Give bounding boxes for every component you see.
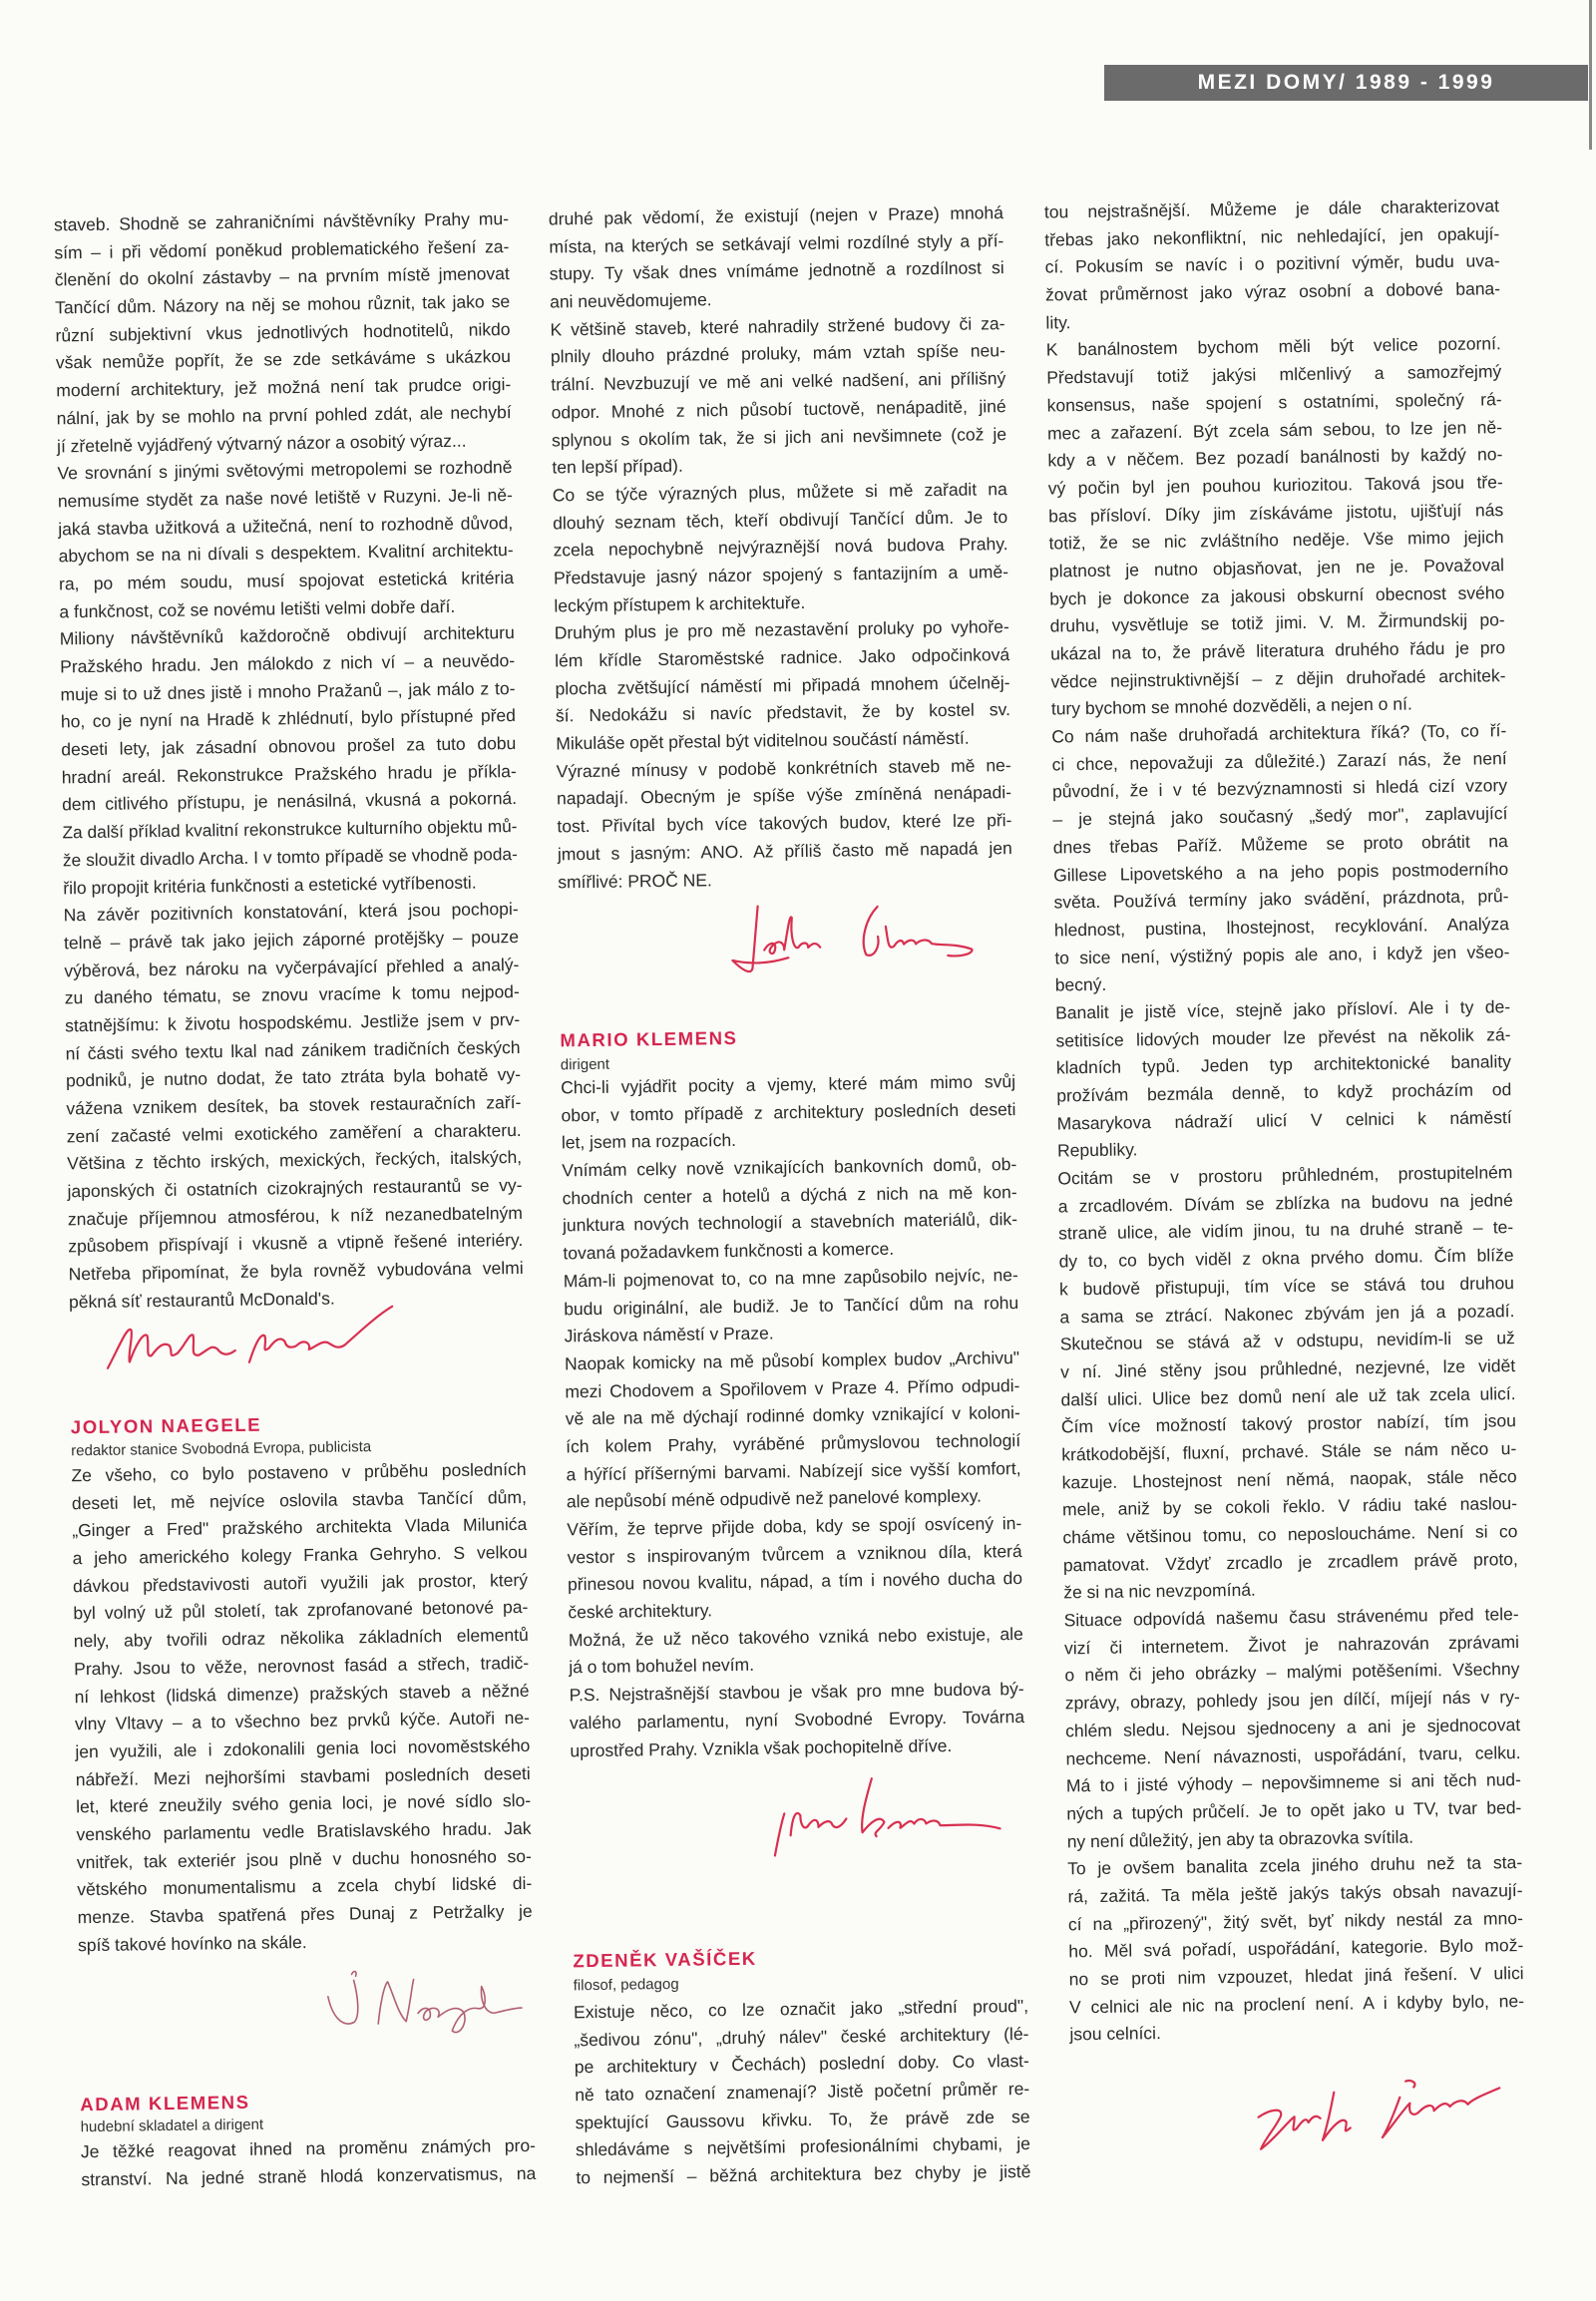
text-line: různí subjektivní vkus jednotlivých hodnotitelů, nikdo bbox=[55, 318, 511, 346]
text-line: sím – i při vědomí poněkud problematického řešení za- bbox=[54, 235, 510, 263]
text-line: tost. Přivítal bych více takových budov, které lze při- bbox=[557, 810, 1012, 837]
text-line: ho, co je nyní na Hradě k zhlédnutí, bylo přístupné před bbox=[60, 705, 517, 732]
text-line: P.S. Nejstrašnější stavbou je však pro mne budova bý- bbox=[569, 1679, 1024, 1706]
text-line: becný. bbox=[1054, 974, 1107, 995]
text-line: třebas jako nekonfliktní, nic nehledající, jen opakují- bbox=[1044, 222, 1500, 250]
text-line: ní části svého textu lkal nad zánikem tradičních českých bbox=[65, 1036, 521, 1063]
text-line: Situace odpovídá našemu času strávenému před tele- bbox=[1063, 1604, 1519, 1631]
text-line: mele, aniž by se cokoli řeklo. V rádiu také naslou- bbox=[1061, 1493, 1518, 1520]
text-line: vážena vznikem desítek, ba stovek restauračních zaří- bbox=[66, 1091, 522, 1119]
text-line: jen využili, ale i zdokonalili genia loci novoměstského bbox=[75, 1734, 531, 1762]
text-line: obor, v tomto případě z architektury posledních deseti bbox=[561, 1098, 1016, 1126]
paragraph bbox=[569, 1621, 1024, 1683]
text-line: let, které zneužily svého genia loci, je nové sídlo slo- bbox=[76, 1790, 532, 1817]
text-line: Má to i jisté výhody – nepovšimneme si ani těch nud- bbox=[1065, 1769, 1522, 1796]
text-line: nechceme. Není návaznosti, uspořádání, tvaru, celku. bbox=[1065, 1741, 1521, 1768]
text-line: deseti lety, jak zásadní obnovou prošel za tuto dobu bbox=[61, 733, 517, 760]
text-line: dy to, co bych viděl z okna prvého domu. Čím blíže bbox=[1058, 1245, 1514, 1272]
text-line: bych je dokonce za jakousi obskurní obecnost svého bbox=[1049, 581, 1505, 609]
text-line: venského parlamentu vedle Bratislavského hradu. Jak bbox=[76, 1817, 532, 1845]
text-line: bas přísloví. Díky jim získáváme jistotu, ujišťují nás bbox=[1048, 499, 1504, 527]
text-line: Druhým plus je pro mě nezastavění proluky po vyhoře- bbox=[554, 616, 1009, 643]
paragraph bbox=[561, 1068, 1016, 1157]
author-role: redaktor stanice Svobodná Evropa, publicista bbox=[71, 1438, 372, 1460]
text-line: menze. Stavba spatřená přes Dunaj z Petržalky je bbox=[77, 1900, 533, 1928]
text-line: a sama se ztrácí. Nakonec zbývám jen já a pozadí. bbox=[1059, 1300, 1515, 1327]
text-line: staveb. Shodně se zahraničními návštěvníky Prahy mu- bbox=[53, 208, 510, 235]
text-line: tovaná požadavkem funkčnosti a komerce. bbox=[563, 1238, 895, 1264]
column-2 bbox=[546, 0, 1031, 2188]
text-line: Čím více možností takový prostor nabízí, tím jsou bbox=[1060, 1410, 1517, 1437]
text-line: trální. Nevzbuzují ve mě ani velké nadšení, ani přílišný bbox=[551, 368, 1006, 395]
paragraph bbox=[569, 1676, 1024, 1764]
text-line: značuje příjemnou atmosférou, k níž nezanedbatelným bbox=[67, 1202, 524, 1230]
text-line: muje si to už dnes jistě i mnoho Pražanů –, jak málo z to- bbox=[60, 677, 516, 705]
text-line: a zrcadlovém. Dívám se zblízka na budovu na jedné bbox=[1057, 1189, 1513, 1217]
text-line: původní, že i v té bezvýznamnosti si hledá cizí vzory bbox=[1051, 775, 1508, 802]
text-line: rá, zažitá. Ta měla ještě jakýs takýs obsah navazují- bbox=[1067, 1879, 1523, 1907]
paragraph bbox=[1057, 1159, 1518, 1607]
text-line: „šedivou zónu", „druhý nálev" české architektury (lé- bbox=[574, 2023, 1029, 2050]
text-line: výběrová, bez nároku na vyčerpávající přehled a analý- bbox=[64, 954, 520, 980]
paragraph bbox=[567, 1510, 1023, 1627]
author-role: hudební skladatel a dirigent bbox=[80, 2115, 264, 2136]
text-line: lity. bbox=[1045, 311, 1071, 333]
article-text bbox=[81, 2132, 537, 2194]
text-line: dlouhý seznam těch, kteří obdivují Tančící dům. Je to bbox=[553, 506, 1008, 534]
text-line: telně – právě tak jako jejich záporné protějšky – pouze bbox=[63, 926, 520, 954]
text-line: Ze všeho, co bylo postaveno v průběhu posledních bbox=[71, 1458, 527, 1486]
text-line: ci chce, nepovažuji za důležité.) Zarazí nás, že není bbox=[1051, 747, 1507, 775]
text-line: nemusíme stydět za naše nové letiště v Ruzyni. Je-li ně- bbox=[57, 484, 513, 512]
text-line: straně ulice, ale vidím jinou, tu na druhé straně – te- bbox=[1058, 1217, 1514, 1244]
text-line: Představuje jasný názor spojený s fantazijním a umě- bbox=[553, 562, 1009, 588]
text-line: prožívám bezmála denně, to když procházím od bbox=[1056, 1079, 1512, 1106]
paragraph bbox=[1055, 993, 1512, 1165]
text-line: stupy. Ty však dnes vnímáme jednotně a rozdílnost si bbox=[549, 257, 1004, 284]
text-line: druhé pak vědomí, že existují (nejen v Praze) mnohá bbox=[548, 202, 1004, 229]
paragraph bbox=[553, 476, 1009, 620]
text-line: tury bychom se mnohé dozvěděli, a nejen o ní. bbox=[1050, 693, 1412, 719]
text-line: o něm či jeho obrázky – malými potěšeními. Všechny bbox=[1064, 1659, 1520, 1686]
signature-mario-klemens bbox=[760, 1772, 1020, 1861]
text-line: zcela nepochybně nejvýraznější nová budova Prahy. bbox=[553, 534, 1008, 561]
text-line: shledáváme s největšími profesionálními chybami, je bbox=[575, 2133, 1031, 2160]
text-line: totiž, že se nic zvláštního neděje. Vše mimo jejich bbox=[1048, 527, 1504, 554]
text-line: budu originální, ale budiž. Je to Tančící dům na rohu bbox=[564, 1292, 1019, 1319]
text-line: Mikuláše opět přestal být viditelnou součástí náměstí. bbox=[556, 727, 970, 754]
paragraph bbox=[1063, 1601, 1521, 1856]
text-line: Miliony návštěvníků každoročně obdivují architekturu bbox=[59, 622, 515, 649]
article-text bbox=[54, 205, 524, 1317]
text-line: a jeho amerického kolegy Franka Gehryho. S velkou bbox=[72, 1541, 528, 1569]
paragraph bbox=[54, 205, 512, 461]
text-line: pamatovat. Vždyť zrcadlo je zrcadlem právě proto, bbox=[1062, 1548, 1518, 1576]
text-line: ší. Nedokážu si navíc představit, že by kostel sv. bbox=[555, 699, 1011, 726]
text-line: pe architektury v Čechách) poslední doby. Co vlast- bbox=[574, 2051, 1029, 2078]
text-line: kazuje. Lhostejnost není němá, naopak, stále něco bbox=[1061, 1465, 1517, 1493]
text-line: chlém sledu. Nejsou sjednoceny a ani je sjednocovat bbox=[1065, 1714, 1521, 1741]
text-line: větského monumentalismu a zcela chybí lidské di- bbox=[77, 1873, 533, 1900]
text-line: že sloužit divadlo Archa. I v tomto případě se vhodně poda- bbox=[62, 843, 518, 871]
article-text bbox=[549, 199, 1013, 896]
text-line: druhu, vysvětluje se totiž jimi. V. M. Žirmundskij po- bbox=[1049, 609, 1505, 636]
text-line: leckým přístupem k architektuře. bbox=[554, 591, 806, 616]
text-line: statnějšímu: k životu hospodskému. Jestliže jsem v prv- bbox=[65, 1008, 521, 1036]
signature-naegele bbox=[317, 1964, 538, 2042]
text-line: odpor. Mnohé z nich působí tuctově, nenápaditě, jiné bbox=[551, 395, 1006, 423]
author-name: ZDENĚK VAŠÍČEK bbox=[573, 1947, 757, 1972]
text-line: Na závěr pozitivních konstatování, která jsou pochopi- bbox=[63, 899, 519, 926]
text-line: cí. Pokusím se navíc i o pozitivní výměr, budu uva- bbox=[1044, 250, 1500, 277]
text-line: řilo propojit kritéria funkčnosti a estetické vytříbenosti. bbox=[63, 872, 477, 898]
text-line: vě ale na mě dýchají rodinné domky vznikající v koloni- bbox=[565, 1402, 1020, 1429]
text-line: plocha zvětšující náměstí mi připadá mnohem účelněj- bbox=[555, 671, 1010, 699]
text-line: vlny Vltavy – a to všechno bez prvků kýče. Autoři ne- bbox=[74, 1708, 531, 1734]
text-line: ten lepší případ). bbox=[552, 455, 683, 478]
text-line: Věřím, že teprve přijde doba, kdy se spojí osvícený in- bbox=[567, 1512, 1022, 1540]
text-line: v ní. Jiné stěny jsou průhledné, nezjevné, lze vidět bbox=[1060, 1354, 1516, 1382]
text-line: Naopak komicky na mě působí komplex budov „Archivu" bbox=[564, 1346, 1020, 1374]
text-line: vizí či internetem. Život je nahrazován zprávami bbox=[1063, 1631, 1520, 1659]
text-line: ukázal na to, že právě literatura druhého řádu je pro bbox=[1049, 637, 1506, 664]
text-line: Gillese Lipovetského a na jeho popis postmoderního bbox=[1053, 858, 1509, 885]
paragraph bbox=[57, 454, 514, 625]
text-line: K většině staveb, které nahradily stržené budovy či za- bbox=[550, 312, 1005, 340]
text-line: hradní areál. Rekonstrukce Pražského hradu je příkla- bbox=[61, 760, 517, 788]
text-line: cí na „přirozený", žitý svět, byť nikdy nestál za mno- bbox=[1067, 1907, 1523, 1935]
text-line: Možná, že už něco takového vzniká nebo existuje, ale bbox=[568, 1623, 1023, 1651]
author-name: JOLYON NAEGELE bbox=[70, 1413, 262, 1438]
text-line: let, jsem na rozpacích. bbox=[561, 1130, 737, 1153]
text-line: pěkná síť restaurantů McDonald's. bbox=[68, 1288, 335, 1313]
text-line: to sice není, výstižný popis ale ano, i když jen všeo- bbox=[1054, 941, 1510, 968]
text-line: napadají. Obecným je spíše výše zmíněná nenápadi- bbox=[556, 782, 1012, 809]
text-line: krátkodobější, fluxní, prchavé. Stále se nám něco u- bbox=[1061, 1438, 1517, 1465]
text-line: mec a zařazení. Být zcela sám sebou, to lze jen ně- bbox=[1046, 416, 1503, 444]
text-line: zprávy, obrazy, pohledy jsou jen dílčí, míjejí nás v ry- bbox=[1064, 1687, 1520, 1714]
text-line: Za další příklad kvalitní rekonstrukce kulturního objektu mů- bbox=[62, 816, 518, 843]
paragraph bbox=[60, 619, 519, 902]
text-line: jí zřetelně vyjádřený výtvarný názor a osobitý výraz... bbox=[56, 430, 467, 456]
paragraph bbox=[1067, 1849, 1525, 2049]
signature-vasicek bbox=[1250, 2070, 1540, 2153]
paragraph bbox=[71, 1456, 533, 1960]
text-line: jaká stavba užitková a užitečná, není to rozhodně důvod, bbox=[58, 512, 514, 539]
paragraph bbox=[1044, 192, 1501, 337]
text-line: Mám-li pojmenovat to, co na mne zapůsobilo nejvíc, ne- bbox=[563, 1264, 1018, 1292]
text-line: že si na nic nevzpomíná. bbox=[1063, 1580, 1256, 1603]
text-line: platnost je nutno objasňovat, jen ne je. Považoval bbox=[1048, 555, 1505, 581]
text-line: Netřeba připomínat, že byla rovněž vybudována velmi bbox=[68, 1258, 524, 1285]
text-line: Většina z těchto irských, mexických, řeckých, italských, bbox=[67, 1147, 523, 1174]
text-line: zení začasté velmi exotického zaměření a charakteru. bbox=[66, 1119, 522, 1147]
author-role: dirigent bbox=[560, 1055, 610, 1074]
text-line: Chci-li vyjádřit pocity a vjemy, které mám mimo svůj bbox=[560, 1071, 1016, 1098]
paragraph bbox=[562, 1151, 1018, 1268]
text-line: mezi Chodovem a Spořilovem v Praze 4. Přímo odpudi- bbox=[565, 1374, 1020, 1401]
text-line: místa, na kterých se setkávají velmi rozdílné styly a pří- bbox=[549, 229, 1004, 257]
text-line: však nemůže popřít, že se zde setkáváme s ukázkou bbox=[55, 346, 512, 373]
text-line: tou nejstrašnější. Můžeme je dále charakterizovat bbox=[1043, 195, 1500, 222]
text-line: spektující Gaussovu křivku. To, že právě zde se bbox=[575, 2106, 1030, 2133]
text-line: ích kolem Prahy, vyráběné průmyslovou technologií bbox=[566, 1429, 1021, 1457]
signature-adam-klemens bbox=[728, 895, 989, 983]
paragraph bbox=[549, 199, 1005, 316]
text-line: smířlivé: PROČ NE. bbox=[558, 869, 712, 892]
text-line: Banalit je jistě více, stejně jako přísloví. Ale i ty de- bbox=[1054, 996, 1511, 1023]
text-line: deseti let, mě nejvíce oslovila stavba Tančící dům, bbox=[71, 1486, 527, 1513]
author-role: filosof, pedagog bbox=[573, 1975, 679, 1995]
article-text bbox=[1044, 192, 1525, 2049]
text-line: české architektury. bbox=[568, 1600, 713, 1623]
text-line: kladních typů. Jeden typ architektonické banality bbox=[1055, 1051, 1511, 1078]
article-text bbox=[574, 1993, 1031, 2192]
paragraph bbox=[1051, 717, 1510, 999]
paragraph bbox=[63, 896, 524, 1317]
text-line: ho. Měl svá pořadí, uspořádání, kategorie. Bylo mož- bbox=[1068, 1935, 1524, 1962]
text-line: Republiky. bbox=[1056, 1139, 1138, 1161]
text-line: ra, po mém soudu, musí spojovat estetická kritéria bbox=[58, 567, 515, 594]
text-line: světa. Používá termíny jako svádění, prázdnota, prů- bbox=[1053, 886, 1509, 913]
text-line: Představují totiž jakýsi mlčenlivý a samozřejmý bbox=[1046, 361, 1502, 388]
text-line: Skutečnou se stává až v odstupu, nevidím-li se už bbox=[1059, 1328, 1515, 1354]
text-line: konsensus, naše spojení s ostatními, společný rá- bbox=[1046, 388, 1502, 416]
text-line: valého parlamentu, nyní Svobodné Evropy. Továrna bbox=[569, 1706, 1025, 1733]
text-line: spíš takové hovínko na skále. bbox=[77, 1931, 307, 1955]
text-line: no se proti nim vzpouzet, hledat jiná řešení. V ulici bbox=[1068, 1963, 1524, 1990]
paragraph bbox=[1046, 331, 1506, 724]
text-line: dnes třebas Paříž. Můžeme se proto obrátit na bbox=[1052, 830, 1508, 858]
text-line: cháme většinou tomu, co neposloucháme. Není si co bbox=[1062, 1521, 1518, 1548]
text-line: splynou s okolím tak, že si jich ani nevšimnete (což je bbox=[551, 423, 1007, 450]
signature-martin bbox=[99, 1303, 399, 1386]
text-line: dávkou představivosti autoři využili jak prostor, který bbox=[72, 1569, 529, 1597]
text-line: V celnici ale nic na proclení není. A i kdyby bylo, ne- bbox=[1068, 1990, 1525, 2018]
text-line: způsobem přispívají i vkusně a vtipně řešené interiéry. bbox=[68, 1230, 524, 1257]
text-line: k budově přistupuji, tím více se stává tou druhou bbox=[1058, 1272, 1515, 1300]
text-line: Pražského hradu. Jen málokdo z nich ví – a neuvědo- bbox=[60, 650, 516, 677]
text-line: dem citlivého přístupu, je nenásilná, vkusná a pokorná. bbox=[61, 788, 518, 815]
text-line: ných a tupých průčelí. Je to opět jako u TV, tvar bed- bbox=[1066, 1796, 1522, 1824]
paragraph bbox=[565, 1344, 1021, 1516]
text-line: podniků, je nutno dodat, že tato ztráta byla bohatě vy- bbox=[65, 1064, 522, 1091]
author-name: MARIO KLEMENS bbox=[560, 1026, 738, 1051]
text-line: „Ginger a Fred" pražského architekta Vlada Milunića bbox=[72, 1514, 528, 1541]
text-line: ani neuvědomujeme. bbox=[549, 289, 712, 312]
text-line: Výrazné mínusy v podobě konkrétních staveb mě ne- bbox=[556, 754, 1011, 782]
text-line: další ulici. Ulice bez domů není ale už tak zcela ulicí. bbox=[1060, 1382, 1516, 1409]
text-line: jmout s jasným: ANO. Až příliš často mě napadá jen bbox=[557, 837, 1012, 865]
author-name: ADAM KLEMENS bbox=[80, 2091, 250, 2115]
text-line: nábřeží. Mezi nejhoršími stavbami posledních deseti bbox=[75, 1762, 531, 1789]
text-line: Co nám naše druhořadá architektura říká? (To, co ří- bbox=[1051, 720, 1507, 747]
text-line: chodních center a hotelů a dýchá z nich na mě kon- bbox=[562, 1181, 1017, 1209]
text-line: vnitřek, tak exteriér jsou plně v duchu honosného so- bbox=[76, 1845, 533, 1872]
text-line: japonských či ostatních cizokrajných restaurantů se vy- bbox=[67, 1175, 523, 1202]
text-line: K banálnostem bychom měli být velice pozorní. bbox=[1045, 333, 1501, 360]
text-line: nální, jak by se mohlo na první pohled zdát, ale nechybí bbox=[56, 401, 512, 429]
text-line: a hýřící příšernými barvami. Nabízejí sice vyšší komfort, bbox=[566, 1457, 1021, 1484]
paragraph bbox=[574, 1993, 1031, 2192]
paragraph bbox=[81, 2132, 537, 2194]
text-line: Je těžké reagovat ihned na proměnu známých pro- bbox=[80, 2134, 537, 2162]
text-line: ní lehkost (lidská dimenze) pražských staveb a něžné bbox=[74, 1680, 530, 1707]
text-line: vý počin byl jen pouhou kuriozitou. Taková jsou tře- bbox=[1047, 472, 1503, 499]
text-line: plnily dlouho prázdné proluky, mám vztah spíše neu- bbox=[550, 340, 1005, 367]
paragraph bbox=[555, 613, 1011, 758]
text-line: a funkčnost, což se novému letišti velmi dobře daří. bbox=[59, 595, 456, 622]
text-line: moderní architektury, jež možná není tak prudce origi- bbox=[56, 374, 512, 401]
text-line: stranství. Na jedné straně hlodá konzervatismus, na bbox=[81, 2162, 537, 2189]
text-line: Masarykova nádraží ulicí V celnici k náměstí bbox=[1056, 1106, 1512, 1134]
text-line: To je ovšem banalita zcela jiného druhu než ta sta- bbox=[1066, 1852, 1523, 1879]
text-line: Co se týče výrazných plus, můžete si mě zařadit na bbox=[552, 478, 1007, 506]
article-text bbox=[71, 1456, 533, 1960]
text-line: kdy a v něčem. Bez pozadí banálnosti by každý no- bbox=[1047, 444, 1503, 471]
text-line: nely, aby tvořili odraz několika základních elementů bbox=[73, 1625, 529, 1652]
text-line: ny není důležitý, jen aby ta obrazovka svítila. bbox=[1066, 1826, 1414, 1851]
text-line: žovat průměrnost jako výraz osobní a dobové bana- bbox=[1044, 278, 1501, 305]
text-line: setitisíce lidových mouder lze převést na několik zá- bbox=[1055, 1023, 1511, 1051]
text-line: Tančící dům. Názory na něj se mohou různit, tak jako se bbox=[55, 291, 511, 318]
text-line: Jiráskova náměstí v Praze. bbox=[564, 1323, 774, 1346]
text-line: zu daného tématu, se znovu vracíme k tomu nejpod- bbox=[64, 981, 520, 1008]
text-line: Ocitám se v prostoru průhledném, prostupitelném bbox=[1057, 1162, 1513, 1189]
paragraph bbox=[564, 1262, 1019, 1350]
text-line: přinesou novou kvalitu, nápad, a tím i nového ducha do bbox=[567, 1568, 1023, 1595]
text-line: ale nepůsobí méně odpudivě než panelové komplexy. bbox=[566, 1485, 983, 1512]
text-line: vestor s inspirovaným tvůrcem a vzniknou díla, která bbox=[567, 1540, 1022, 1568]
text-line: hlednost, pustina, lhostejnost, recyklování. Analýza bbox=[1053, 913, 1510, 941]
text-line: členění do okolní zástavby – na prvním místě jmenovat bbox=[54, 263, 510, 290]
text-line: Existuje něco, co lze označit jako „střední proud", bbox=[573, 1995, 1029, 2023]
text-line: ně tato označení znamenají? Jistě početní průměr re- bbox=[575, 2079, 1030, 2106]
text-line: já o tom bohužel nevím. bbox=[569, 1655, 755, 1678]
article-text bbox=[561, 1068, 1025, 1764]
text-line: to nejmenší – běžná architektura bez chyby je jistě bbox=[576, 2161, 1031, 2188]
paragraph bbox=[550, 310, 1006, 482]
text-line: jsou celníci. bbox=[1069, 2023, 1162, 2045]
text-line: junktura nových technologií a stavebních materiálů, dik- bbox=[562, 1209, 1018, 1236]
text-line: Ve srovnání s jinými světovými metropolemi se rozhodně bbox=[57, 457, 513, 484]
text-line: vědce nejinstruktivnější – z dějin druhořadé architek- bbox=[1050, 664, 1506, 692]
text-line: uprostřed Prahy. Vznikla však pochopitelně dříve. bbox=[570, 1734, 953, 1760]
column-1 bbox=[51, 4, 537, 2189]
text-line: Prahy. Jsou to věže, nerovnost fasád a střech, tradič- bbox=[74, 1652, 530, 1680]
text-line: abychom se na ni dívali s despektem. Kvalitní architektu- bbox=[58, 540, 514, 567]
section-title: MEZI DOMY/ 1989 - 1999 bbox=[1197, 71, 1495, 94]
text-line: byl volný už půl století, tak zprofanované betonové pa- bbox=[73, 1597, 529, 1624]
text-line: – je stejná jako současný „šedý mor", zaplavující bbox=[1052, 803, 1508, 830]
paragraph bbox=[557, 752, 1013, 897]
text-line: Vnímám celky nově vznikajících bankovních domů, ob- bbox=[562, 1154, 1017, 1181]
text-line: lém křídle Staroměstské radnice. Jako odpočinková bbox=[555, 644, 1010, 671]
